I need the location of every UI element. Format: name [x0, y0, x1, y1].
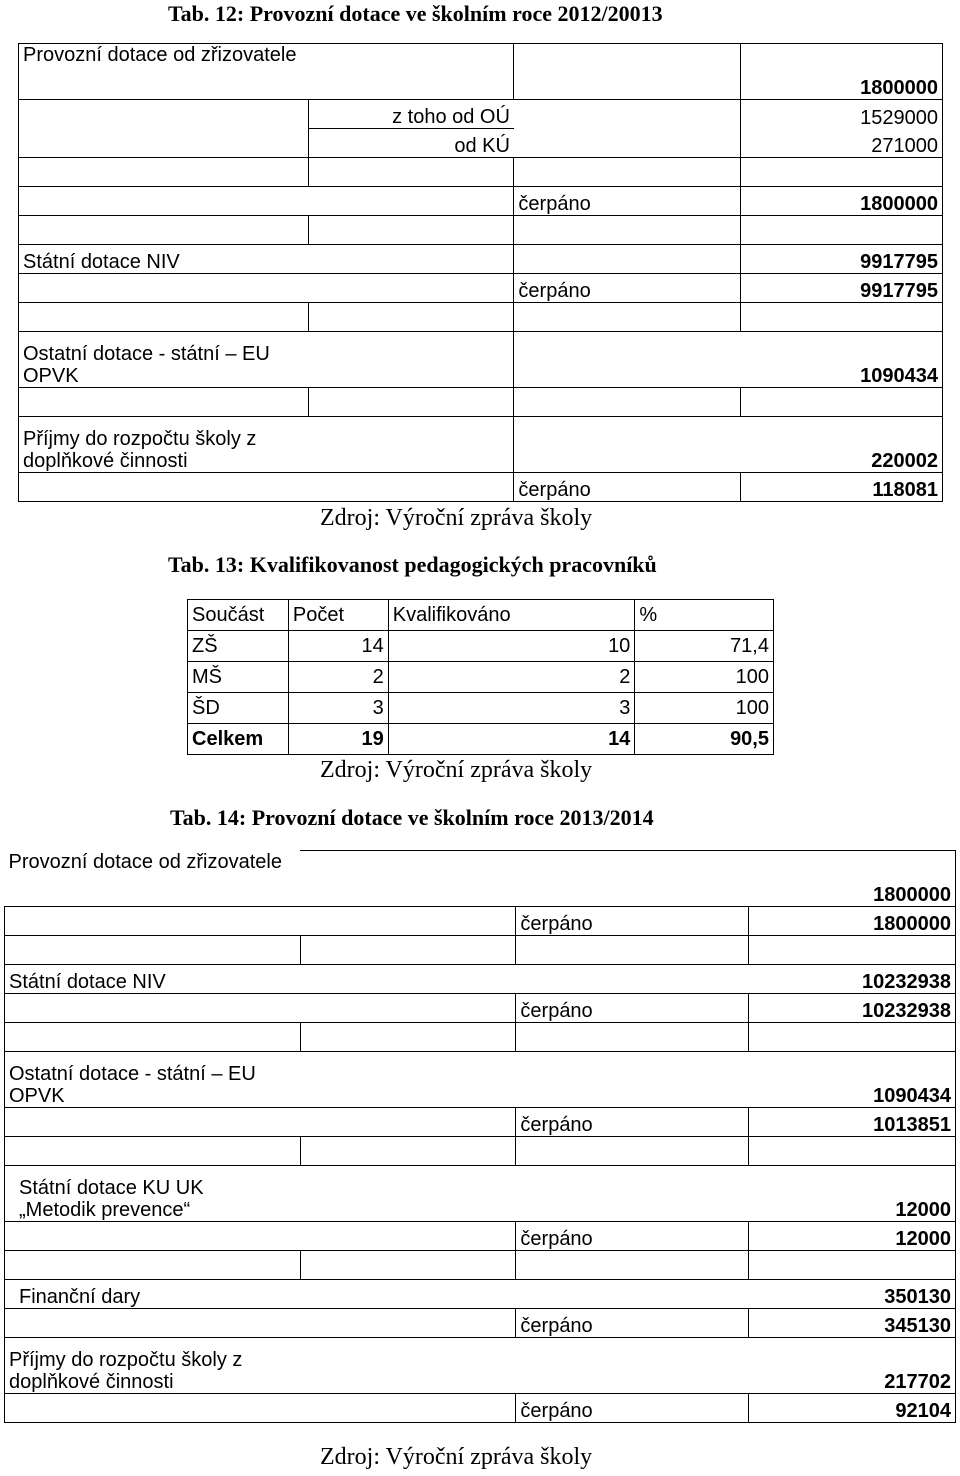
tab14-eu-label: Ostatní dotace - státní – EU OPVK — [5, 1052, 301, 1108]
tab13-header-qualified: Kvalifikováno — [388, 600, 635, 631]
tab14-niv-value: 10232938 — [749, 965, 956, 994]
tab14-ku-drawn-value: 12000 — [749, 1222, 956, 1251]
tab14-niv-label: Státní dotace NIV — [5, 965, 301, 994]
tab12-income-label: Příjmy do rozpočtu školy z doplňkové činnosti — [19, 417, 309, 473]
tab13-cell: 19 — [288, 724, 388, 755]
tab14-source: Zdroj: Výroční zpráva školy — [320, 1444, 593, 1470]
tab14-eu-value: 1090434 — [749, 1052, 956, 1108]
tab12-sub-ou-label: z toho od OÚ — [308, 100, 514, 129]
tab14-eu-drawn-value: 1013851 — [749, 1108, 956, 1137]
tab12-sub-ou-value: 1529000 — [741, 100, 943, 129]
tab14-income-label: Příjmy do rozpočtu školy z doplňkové činnosti — [5, 1338, 301, 1394]
tab12-row1-label: Provozní dotace od zřizovatele — [19, 44, 309, 100]
tab13-cell: 10 — [388, 631, 635, 662]
tab14-caption: Tab. 14: Provozní dotace ve školním roce 2013/2014 — [170, 805, 654, 830]
tab12-sub-ku-label: od KÚ — [308, 129, 514, 158]
table-row-total — [188, 724, 774, 755]
tab13-caption: Tab. 13: Kvalifikovanost pedagogických pracovníků — [168, 552, 657, 577]
tab12-drawn2-value: 9917795 — [741, 274, 943, 303]
tab12-drawn3-label: čerpáno — [514, 473, 741, 502]
tab12-income-value: 220002 — [741, 417, 943, 473]
tab14-gifts-drawn-label: čerpáno — [516, 1309, 749, 1338]
tab13-cell: 100 — [635, 662, 774, 693]
tab12-table — [18, 43, 943, 502]
tab14-income-drawn-label: čerpáno — [516, 1394, 749, 1423]
table-row — [188, 693, 774, 724]
tab13-table — [187, 599, 774, 755]
tab13-cell: 2 — [288, 662, 388, 693]
tab12-row1-value: 1800000 — [741, 44, 943, 100]
tab12-caption: Tab. 12: Provozní dotace ve školním roce 2012/20013 — [168, 1, 663, 26]
tab14-ku-drawn-label: čerpáno — [516, 1222, 749, 1251]
tab13-cell: 3 — [288, 693, 388, 724]
tab12-sub-ku-value: 271000 — [741, 129, 943, 158]
tab14-zriz-value: 1800000 — [749, 851, 956, 907]
tab13-header-percent: % — [635, 600, 774, 631]
tab12-niv-label: Státní dotace NIV — [19, 245, 309, 274]
tab14-income-value: 217702 — [749, 1338, 956, 1394]
tab13-header-part: Součást — [188, 600, 289, 631]
tab14-niv-drawn-label: čerpáno — [516, 994, 749, 1023]
tab12-drawn1-label: čerpáno — [514, 187, 741, 216]
tab14-table — [4, 850, 956, 1423]
tab12-niv-value: 9917795 — [741, 245, 943, 274]
tab14-niv-drawn-value: 10232938 — [749, 994, 956, 1023]
tab14-eu-drawn-label: čerpáno — [516, 1108, 749, 1137]
tab13-cell: 71,4 — [635, 631, 774, 662]
tab13-cell: 100 — [635, 693, 774, 724]
tab14-zriz-drawn-label: čerpáno — [516, 907, 749, 936]
tab12-drawn2-label: čerpáno — [514, 274, 741, 303]
tab12-eu-label: Ostatní dotace - státní – EU OPVK — [19, 332, 309, 388]
table-row — [188, 631, 774, 662]
tab13-cell: 14 — [288, 631, 388, 662]
tab14-gifts-label: Finanční dary — [5, 1280, 301, 1309]
tab14-gifts-value: 350130 — [749, 1280, 956, 1309]
table-row — [188, 662, 774, 693]
tab13-cell: MŠ — [188, 662, 289, 693]
tab12-source: Zdroj: Výroční zpráva školy — [320, 505, 593, 531]
tab13-cell: 14 — [388, 724, 635, 755]
tab13-cell: ŠD — [188, 693, 289, 724]
tab13-source: Zdroj: Výroční zpráva školy — [320, 757, 593, 783]
tab14-income-drawn-value: 92104 — [749, 1394, 956, 1423]
tab13-cell: 2 — [388, 662, 635, 693]
tab12-eu-value: 1090434 — [741, 332, 943, 388]
tab13-cell: 3 — [388, 693, 635, 724]
tab14-zriz-drawn-value: 1800000 — [749, 907, 956, 936]
tab14-gifts-drawn-value: 345130 — [749, 1309, 956, 1338]
tab13-cell: Celkem — [188, 724, 289, 755]
tab12-drawn1-value: 1800000 — [741, 187, 943, 216]
tab14-ku-value: 12000 — [749, 1166, 956, 1222]
tab12-drawn3-value: 118081 — [741, 473, 943, 502]
tab13-cell: 90,5 — [635, 724, 774, 755]
tab14-ku-label: Státní dotace KU UK „Metodik prevence“ — [5, 1166, 301, 1222]
tab13-cell: ZŠ — [188, 631, 289, 662]
tab13-header-count: Počet — [288, 600, 388, 631]
tab14-zriz-label: Provozní dotace od zřizovatele — [5, 851, 301, 907]
